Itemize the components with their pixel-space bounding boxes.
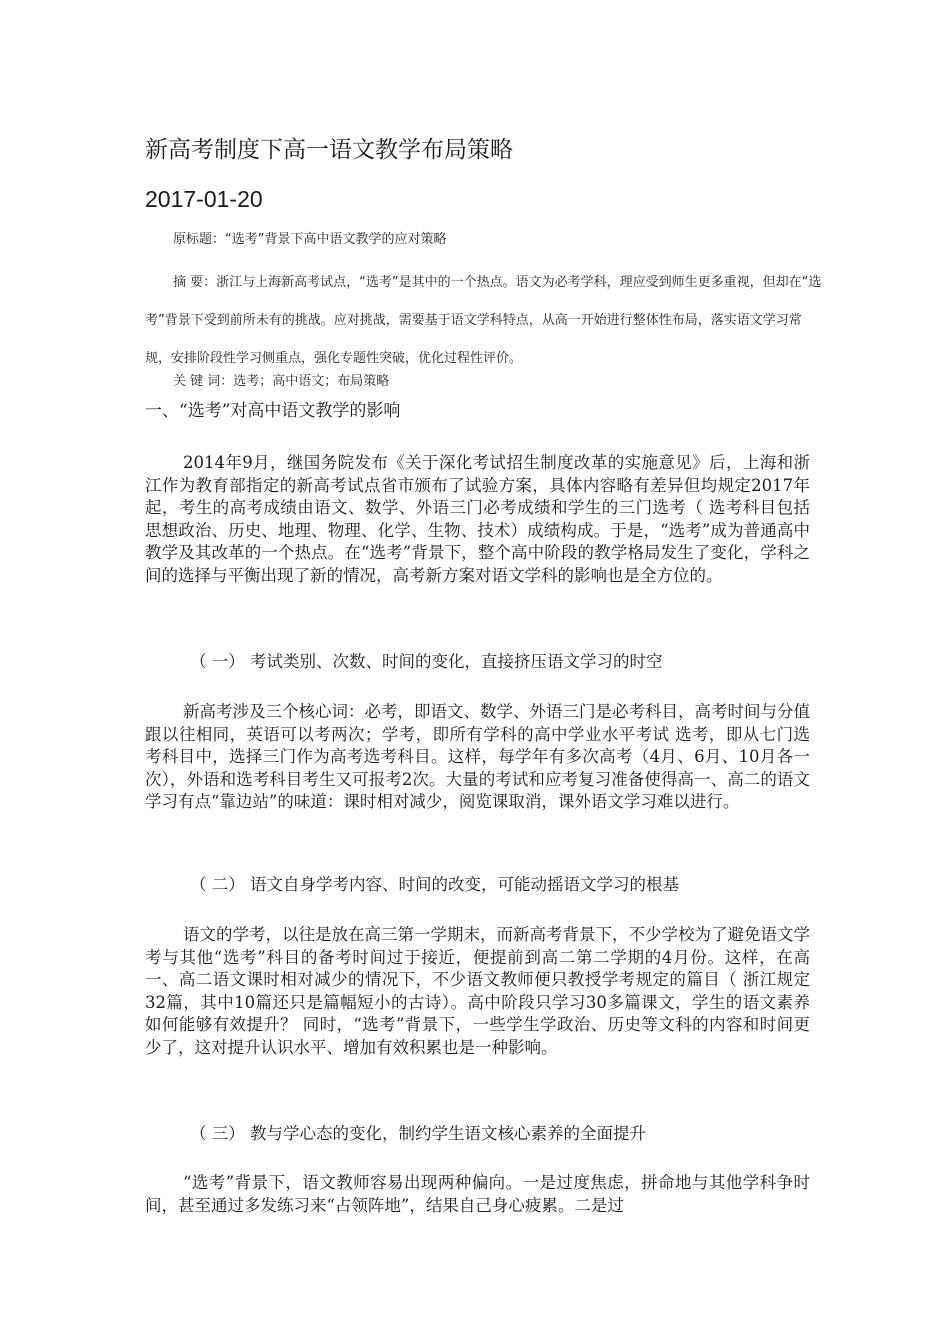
publish-date: 2017-01-20: [145, 186, 263, 212]
paragraph: 语文的学考，以往是放在高三第一学期末，而新高考背景下，不少学校为了避免语文学考与其他“选考”科目的备考时间过于接近，便提前到高二第二学期的4月份。这样，在高一、高二语文课时相对减少的情况下，不少语文教师便只教授学考规定的篇目（ 浙江规定32篇，其中10篇还只是篇幅短小的古诗）。高中阶段只学习30多篇课文，学生的语文素养如何能够有效提升？ 同时，“选考”背景下，一些学生学政治、历史等文科的内容和时间更少了，这对提升认识水平、增加有效积累也是一种影响。: [145, 925, 810, 1057]
subheading: （ 二） 语文自身学考内容、时间的改变，可能动摇语文学习的根基: [190, 875, 679, 894]
keywords: 关 键 词：选考；高中语文；布局策略: [173, 374, 390, 389]
paragraph: “选考”背景下，语文教师容易出现两种偏向。一是过度焦虑，拼命地与其他学科争时间，甚至通过多发练习来“占领阵地”，结果自己身心疲累。二是过: [145, 1173, 810, 1215]
subheading: （ 三） 教与学心态的变化，制约学生语文核心素养的全面提升: [190, 1124, 646, 1143]
section-heading: 一、“选考”对高中语文教学的影响: [145, 401, 401, 421]
subheading: （ 一） 考试类别、次数、时间的变化，直接挤压语文学习的时空: [190, 652, 663, 671]
paragraph: 2014年9月，继国务院发布《关于深化考试招生制度改革的实施意见》后，上海和浙江作为教育部指定的新高考试点省市颁布了试验方案，具体内容略有差异但均规定2017年起，考生的高考成绩由语文、数学、外语三门必考成绩和学生的三门选考（ 选考科目包括思想政治、历史、地理、物理、化学、生物、技术）成绩构成。于是，“选考”成为普通高中教学及其改革的一个热点。在“选考”背景下，整个高中阶段的教学格局发生了变化，学科之间的选择与平衡出现了新的情况，高考新方案对语文学科的影响也是全方位的。: [145, 453, 810, 585]
document-title: 新高考制度下高一语文教学布局策略: [145, 137, 513, 163]
abstract: 摘 要：浙江与上海新高考试点，“选考”是其中的一个热点。语文为必考学科，理应受到师生更多重视，但却在“选考”背景下受到前所未有的挑战。应对挑战，需要基于语文学科特点，从高一开始进行整体性布局，落实语文学习常规，安排阶段性学习侧重点，强化专题性突破，优化过程性评价。: [145, 275, 822, 366]
original-title: 原标题：“选考”背景下高中语文教学的应对策略: [173, 232, 447, 247]
paragraph: 新高考涉及三个核心词：必考，即语文、数学、外语三门是必考科目，高考时间与分值跟以往相同，英语可以考两次；学考，即所有学科的高中学业水平考试 选考，即从七门选考科目中，选择三门作为高考选考科目。这样，每学年有多次高考（4月、6月、10月各一次），外语和选考科目考生又可报考2次。大量的考试和应考复习准备使得高一、高二的语文学习有点“靠边站”的味道：课时相对减少，阅览课取消，课外语文学习难以进行。: [145, 702, 810, 812]
